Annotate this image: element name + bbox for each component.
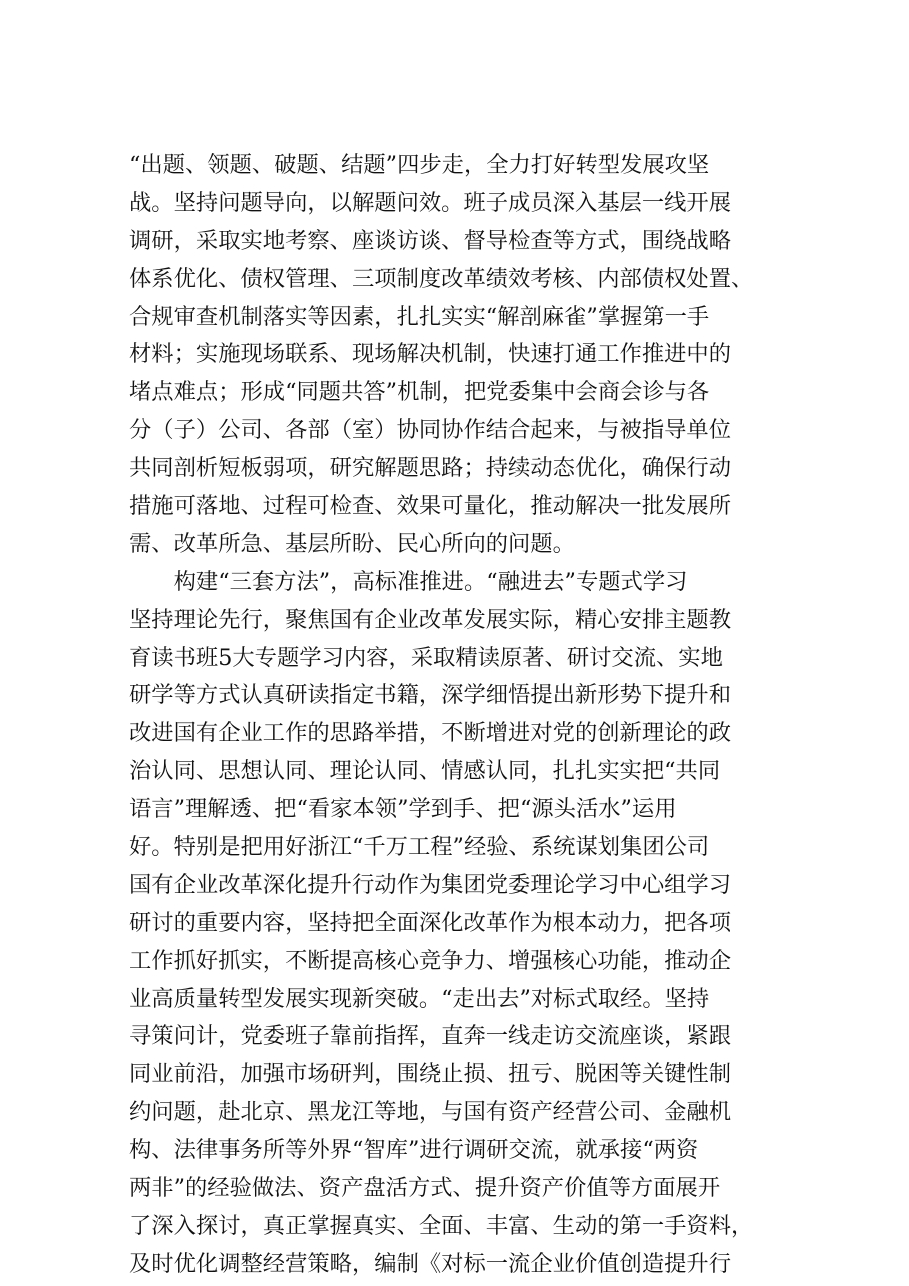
text-line: 工作抓好抓实，不断提高核心竞争力、增强核心功能，推动企 xyxy=(129,947,732,974)
text-line: 研讨的重要内容，坚持把全面深化改革作为根本动力，把各项 xyxy=(129,909,732,936)
text-line: 两非”的经验做法、资产盘活方式、提升资产价值等方面展开 xyxy=(129,1175,721,1202)
text-line: 改进国有企业工作的思路举措，不断增进对党的创新理论的政 xyxy=(129,720,732,747)
text-line: 分（子）公司、各部（室）协同协作结合起来，与被指导单位 xyxy=(129,417,732,444)
text-line: 治认同、思想认同、理论认同、情感认同，扎扎实实把“共同 xyxy=(129,758,721,785)
text-line: 寻策问计，党委班子靠前指挥，直奔一线走访交流座谈，紧跟 xyxy=(129,1023,732,1050)
text-line: 语言”理解透、把“看家本领”学到手、把“源头活水”运用 xyxy=(129,796,677,823)
text-line: 育读书班5大专题学习内容，采取精读原著、研讨交流、实地 xyxy=(129,644,723,671)
text-line: 调研，采取实地考察、座谈访谈、督导检查等方式，围绕战略 xyxy=(129,227,732,254)
text-line: 坚持理论先行，聚焦国有企业改革发展实际，精心安排主题教 xyxy=(129,606,732,633)
text-line: 堵点难点；形成“同题共答”机制，把党委集中会商会诊与各 xyxy=(129,379,710,406)
text-line: 约问题，赴北京、黑龙江等地，与国有资产经营公司、金融机 xyxy=(129,1099,732,1126)
body-text xyxy=(129,147,798,1284)
text-line: “出题、领题、破题、结题”四步走，全力打好转型发展攻坚 xyxy=(129,152,710,178)
text-line: 体系优化、债权管理、三项制度改革绩效考核、内部债权处置、 xyxy=(129,265,754,292)
text-line: 业高质量转型发展实现新突破。“走出去”对标式取经。坚持 xyxy=(129,985,710,1012)
text-line: 好。特别是把用好浙江“千万工程”经验、系统谋划集团公司 xyxy=(129,834,710,861)
text-line: 措施可落地、过程可检查、效果可量化，推动解决一批发展所 xyxy=(129,493,732,520)
text-line: 及时优化调整经营策略，编制《对标一流企业价值创造提升行 xyxy=(129,1250,732,1277)
text-line: 同业前沿，加强市场研判，围绕止损、扭亏、脱困等关键性制 xyxy=(129,1061,732,1088)
text-line: 国有企业改革深化提升行动作为集团党委理论学习中心组学习 xyxy=(129,871,732,898)
text-line: 了深入探讨，真正掌握真实、全面、丰富、生动的第一手资料， xyxy=(129,1212,754,1239)
text-line: 需、改革所急、基层所盼、民心所向的问题。 xyxy=(129,530,575,557)
text-line: 合规审查机制落实等因素，扎扎实实“解剖麻雀”掌握第一手 xyxy=(129,303,710,330)
text-line: 共同剖析短板弱项，研究解题思路；持续动态优化，确保行动 xyxy=(129,455,732,482)
text-line: 材料；实施现场联系、现场解决机制，快速打通工作推进中的 xyxy=(129,341,732,368)
text-line: 战。坚持问题导向，以解题问效。班子成员深入基层一线开展 xyxy=(129,189,732,216)
text-line: 构建“三套方法”，高标准推进。“融进去”专题式学习 xyxy=(129,568,688,595)
text-line: 研学等方式认真研读指定书籍，深学细悟提出新形势下提升和 xyxy=(129,682,732,709)
text-line: 构、法律事务所等外界“智库”进行调研交流，就承接“两资 xyxy=(129,1137,699,1164)
